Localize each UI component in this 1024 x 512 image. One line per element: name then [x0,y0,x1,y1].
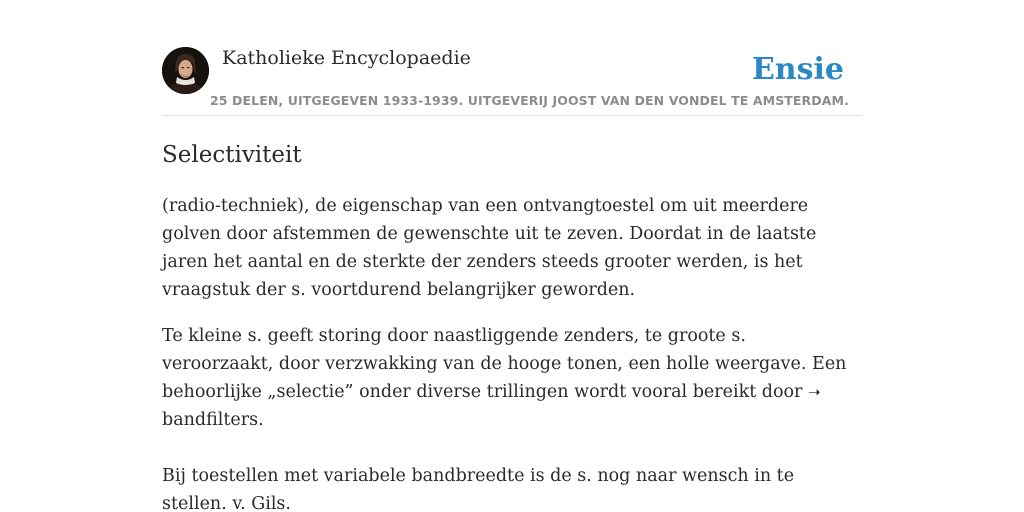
paragraph-text: Te kleine s. geeft storing door naastliggende zenders, te groote s. veroorzaakt, door verzwakking van de hooge tonen, een holle weergave. Een behoorlijke „selectie” onder diverse trillingen wordt vooral bereikt door [162,326,847,402]
article-paragraph [162,322,862,434]
paragraph-text: . [258,410,264,430]
arrow-icon: ➝ [808,383,821,401]
portrait-avatar-icon[interactable] [162,47,209,94]
link-text: bandfilters [162,410,259,430]
article-body [162,192,862,512]
article-title: Selectiviteit [162,142,302,168]
ensie-logo-link[interactable]: Ensie [751,52,844,87]
site-header [162,46,862,116]
article-paragraph: (radio-techniek), de eigenschap van een ontvangtoestel om uit meerdere golven door afstemmen de gewenschte uit te zeven. Doordat in de laatste jaren het aantal en de sterkte der zenders steeds grooter werden, is het vraagstuk der s. voortdurend belangrijker geworden. [162,196,817,300]
site-subtitle: 25 DELEN, UITGEGEVEN 1933-1939. UITGEVERIJ JOOST VAN DEN VONDEL TE AMSTERDAM. [210,93,849,108]
article-paragraph: Bij toestellen met variabele bandbreedte is de s. nog naar wensch in te stellen. v. Gils. [162,466,795,512]
site-title[interactable]: Katholieke Encyclopaedie [222,47,471,69]
portrait-image [162,47,209,94]
